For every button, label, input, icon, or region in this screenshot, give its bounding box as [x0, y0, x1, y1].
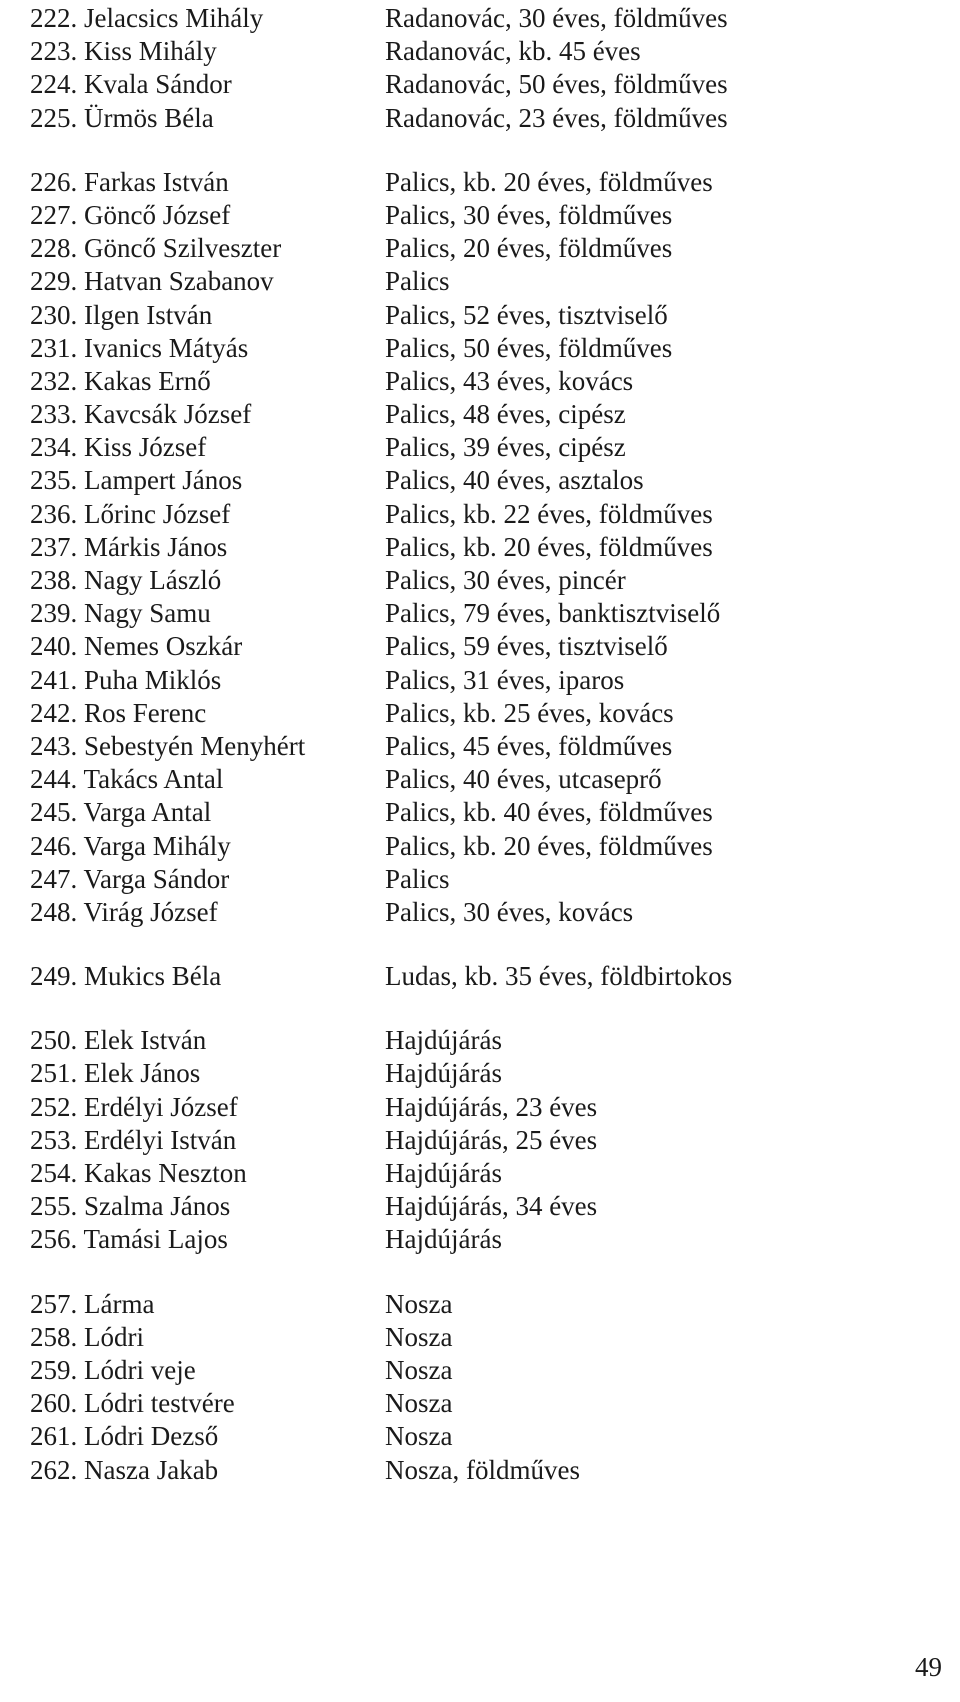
list-item	[30, 1454, 930, 1487]
entry-name: 262. Nasza Jakab	[30, 1454, 219, 1485]
list-item	[30, 1288, 930, 1321]
list-item	[30, 1057, 930, 1090]
list-item	[30, 531, 930, 564]
entry-name: 244. Takács Antal	[30, 764, 224, 795]
list-item	[30, 398, 930, 431]
entry-name: 232. Kakas Ernő	[30, 365, 211, 396]
entry-details: Palics, kb. 20 éves, földműves	[385, 830, 713, 861]
list-item	[30, 166, 930, 199]
entry-details: Palics, 30 éves, földműves	[385, 199, 673, 230]
entry-name: 233. Kavcsák József	[30, 399, 252, 430]
entry-name: 226. Farkas István	[30, 166, 229, 197]
entry-name: 258. Lódri	[30, 1321, 144, 1352]
list-item	[30, 896, 930, 929]
entry-details: Radanovác, kb. 45 éves	[385, 36, 641, 67]
entry-name: 246. Varga Mihály	[30, 830, 231, 861]
entry-group	[30, 1024, 930, 1256]
name-list	[30, 2, 930, 1487]
entry-details: Palics, 59 éves, tisztviselő	[385, 631, 668, 662]
entry-details: Palics, 52 éves, tisztviselő	[385, 299, 668, 330]
entry-details: Palics, 50 éves, földműves	[385, 332, 673, 363]
entry-details: Radanovác, 23 éves, földműves	[385, 102, 728, 133]
entry-name: 242. Ros Ferenc	[30, 697, 207, 728]
entry-details: Radanovác, 30 éves, földműves	[385, 3, 728, 33]
entry-details: Palics, 48 éves, cipész	[385, 399, 626, 430]
entry-name: 241. Puha Miklós	[30, 664, 222, 695]
entry-name: 259. Lódri veje	[30, 1354, 196, 1385]
entry-name: 225. Ürmös Béla	[30, 102, 214, 133]
entry-details: Hajdújárás, 25 éves	[385, 1124, 598, 1155]
entry-name: 228. Göncő Szilveszter	[30, 233, 282, 264]
entry-details: Palics, kb. 20 éves, földműves	[385, 166, 713, 197]
list-item	[30, 1354, 930, 1387]
entry-group	[30, 1288, 930, 1487]
entry-details: Nosza	[385, 1354, 453, 1385]
list-item	[30, 564, 930, 597]
list-item	[30, 830, 930, 863]
entry-name: 261. Lódri Dezső	[30, 1421, 219, 1452]
entry-name: 224. Kvala Sándor	[30, 69, 232, 100]
entry-name: 243. Sebestyén Menyhért	[30, 730, 306, 761]
entry-details: Hajdújárás	[385, 1025, 502, 1056]
entry-name: 260. Lódri testvére	[30, 1388, 235, 1419]
list-item	[30, 232, 930, 265]
entry-details: Palics, 31 éves, iparos	[385, 664, 625, 695]
list-item	[30, 1124, 930, 1157]
list-item	[30, 199, 930, 232]
entry-details: Hajdújárás, 34 éves	[385, 1191, 598, 1222]
entry-details: Palics, kb. 22 éves, földműves	[385, 498, 713, 529]
entry-details: Radanovác, 50 éves, földműves	[385, 69, 728, 100]
list-item	[30, 1157, 930, 1190]
entry-group	[30, 166, 930, 929]
entry-details: Palics, 45 éves, földműves	[385, 730, 673, 761]
entry-details: Nosza	[385, 1288, 453, 1319]
list-item	[30, 863, 930, 896]
entry-details: Ludas, kb. 35 éves, földbirtokos	[385, 961, 733, 992]
entry-name: 240. Nemes Oszkár	[30, 631, 243, 662]
list-item	[30, 796, 930, 829]
entry-name: 250. Elek István	[30, 1025, 207, 1056]
list-item	[30, 68, 930, 101]
entry-name: 249. Mukics Béla	[30, 961, 222, 992]
entry-name: 237. Márkis János	[30, 531, 228, 562]
list-item	[30, 697, 930, 730]
entry-group	[30, 960, 930, 993]
entry-name: 257. Lárma	[30, 1288, 155, 1319]
entry-name: 251. Elek János	[30, 1058, 201, 1089]
entry-name: 235. Lampert János	[30, 465, 243, 496]
entry-details: Nosza	[385, 1421, 453, 1452]
list-item	[30, 1321, 930, 1354]
entry-details: Nosza, földműves	[385, 1454, 580, 1485]
entry-name: 227. Göncő József	[30, 199, 231, 230]
entry-details: Nosza	[385, 1388, 453, 1419]
list-item	[30, 960, 930, 993]
entry-details: Hajdújárás	[385, 1158, 502, 1188]
entry-name: 248. Virág József	[30, 896, 218, 927]
page-number: 49	[915, 1652, 942, 1682]
entry-details: Palics, 40 éves, utcaseprő	[385, 764, 662, 795]
entry-name: 229. Hatvan Szabanov	[30, 266, 274, 297]
entry-name: 238. Nagy László	[30, 565, 222, 595]
entry-details: Hajdújárás	[385, 1224, 502, 1255]
entry-name: 230. Ilgen István	[30, 299, 213, 330]
entry-name: 223. Kiss Mihály	[30, 36, 217, 67]
entry-details: Palics, 43 éves, kovács	[385, 365, 634, 396]
entry-details: Palics, 40 éves, asztalos	[385, 465, 644, 496]
entry-name: 222. Jelacsics Mihály	[30, 3, 264, 33]
list-item	[30, 1190, 930, 1223]
list-item	[30, 1387, 930, 1420]
entry-details: Palics	[385, 863, 450, 894]
list-item	[30, 1091, 930, 1124]
entry-name: 231. Ivanics Mátyás	[30, 332, 249, 363]
entry-details: Hajdújárás, 23 éves	[385, 1091, 598, 1122]
entry-details: Nosza	[385, 1321, 453, 1352]
list-item	[30, 498, 930, 531]
entry-details: Palics, kb. 20 éves, földműves	[385, 531, 713, 562]
entry-name: 255. Szalma János	[30, 1191, 231, 1222]
list-item	[30, 1223, 930, 1256]
entry-details: Palics, 79 éves, banktisztviselő	[385, 598, 721, 629]
entry-name: 253. Erdélyi István	[30, 1124, 237, 1155]
entry-details: Palics	[385, 266, 450, 297]
entry-name: 234. Kiss József	[30, 432, 207, 463]
list-item	[30, 299, 930, 332]
entry-details: Palics, kb. 40 éves, földműves	[385, 797, 713, 828]
entry-name: 252. Erdélyi József	[30, 1091, 238, 1122]
entry-name: 239. Nagy Samu	[30, 598, 211, 629]
entry-details: Palics, 39 éves, cipész	[385, 432, 626, 463]
list-item	[30, 763, 930, 796]
entry-group	[30, 2, 930, 135]
list-item	[30, 332, 930, 365]
list-item	[30, 102, 930, 135]
entry-details: Palics, 30 éves, pincér	[385, 565, 626, 595]
list-item	[30, 265, 930, 298]
entry-name: 236. Lőrinc József	[30, 498, 231, 529]
list-item	[30, 35, 930, 68]
list-item	[30, 730, 930, 763]
entry-name: 245. Varga Antal	[30, 797, 212, 828]
list-item	[30, 630, 930, 663]
list-item	[30, 2, 930, 35]
entry-name: 247. Varga Sándor	[30, 863, 230, 894]
list-item	[30, 664, 930, 697]
entry-details: Palics, 30 éves, kovács	[385, 896, 634, 927]
list-item	[30, 431, 930, 464]
entry-details: Hajdújárás	[385, 1058, 502, 1089]
entry-name: 254. Kakas Neszton	[30, 1158, 247, 1188]
list-item	[30, 597, 930, 630]
entry-name: 256. Tamási Lajos	[30, 1224, 228, 1255]
list-item	[30, 365, 930, 398]
list-item	[30, 1420, 930, 1453]
entry-details: Palics, kb. 25 éves, kovács	[385, 697, 674, 728]
list-item	[30, 464, 930, 497]
entry-details: Palics, 20 éves, földműves	[385, 233, 673, 264]
list-item	[30, 1024, 930, 1057]
